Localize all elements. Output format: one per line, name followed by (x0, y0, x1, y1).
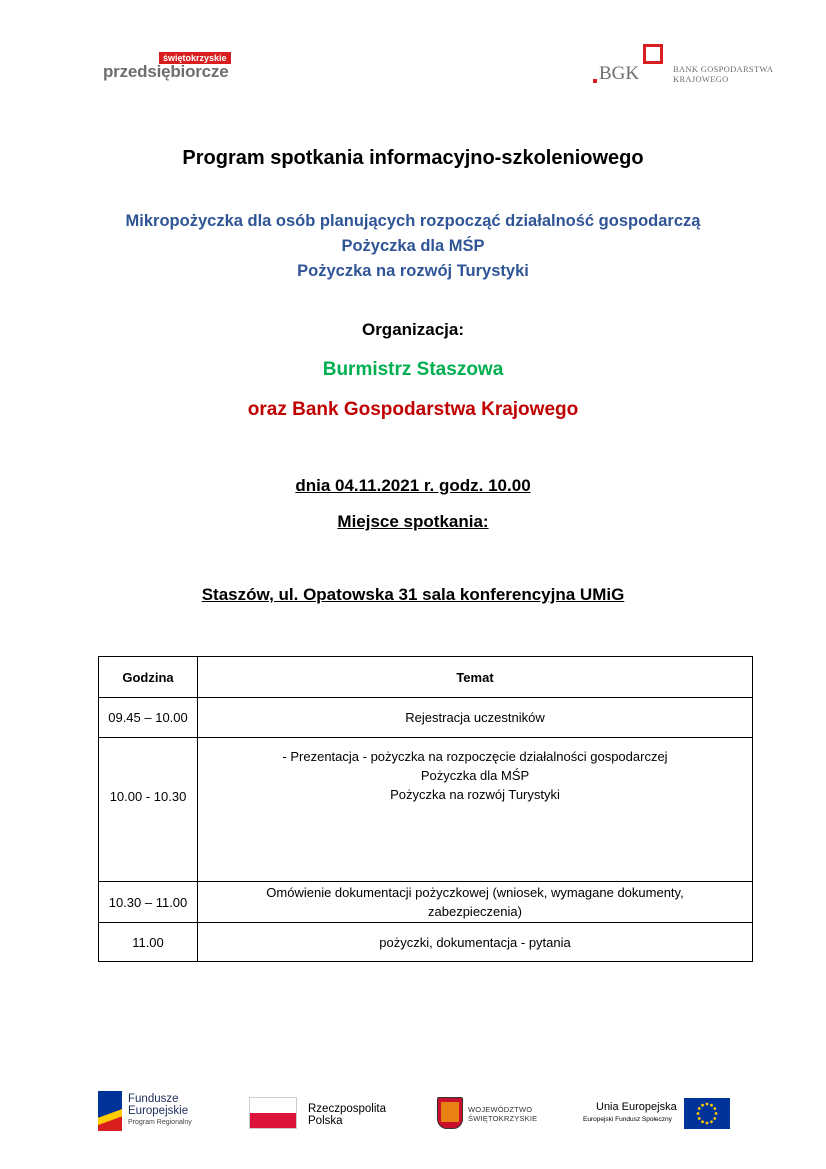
table-row (99, 882, 753, 923)
topic-line: Pożyczka na rozwój Turystyki (390, 787, 560, 802)
sw-line1: WOJEWÓDZTWO (468, 1105, 533, 1114)
polish-flag-icon (249, 1097, 297, 1129)
crest-icon (437, 1097, 463, 1129)
bgk-square-icon (643, 44, 663, 64)
eu-flag-icon (684, 1098, 730, 1129)
fe-line2: Europejskie (128, 1105, 189, 1117)
bgk-fullname (673, 64, 773, 84)
fe-line1: Fundusze (128, 1093, 179, 1105)
unia-europejska-logo (583, 1089, 733, 1135)
meeting-date: dnia 04.11.2021 r. godz. 10.00 (295, 476, 531, 495)
row-time: 10.30 – 11.00 (99, 882, 198, 923)
organization-label: Organizacja: (361, 320, 465, 339)
swietokrzyskie-logo (437, 1089, 537, 1135)
ue-title: Unia Europejska (596, 1101, 677, 1113)
topic-line: Pożyczka dla MŚP (420, 768, 530, 783)
organizer-bank: oraz Bank Gospodarstwa Krajowego (247, 399, 579, 420)
bgk-logo (593, 44, 793, 90)
header-time: Godzina (99, 657, 198, 698)
subtitle-microloan: Mikropożyczka dla osób planujących rozpocząć działalność gospodarczą (125, 212, 701, 230)
bgk-short: BGK (599, 63, 640, 84)
przedsiebiorcze-logo (103, 52, 243, 82)
topic-line: - Prezentacja - pożyczka na rozpoczęcie działalności gospodarczej (282, 749, 668, 764)
rp-line1: Rzeczpospolita (308, 1103, 386, 1115)
table-header-row (99, 657, 753, 698)
table-row (99, 738, 753, 882)
row-topic: Rejestracja uczestników (198, 698, 753, 738)
page-title: Program spotkania informacyjno-szkoleniowego (182, 147, 644, 169)
fe-star-icon (98, 1091, 122, 1131)
rp-line2: Polska (308, 1115, 343, 1127)
rzeczpospolita-logo (249, 1089, 394, 1135)
topic-line: Omówienie dokumentacji pożyczkowej (wniosek, wymagane dokumenty, (266, 885, 684, 900)
row-time: 09.45 – 10.00 (99, 698, 198, 738)
subtitle-msp: Pożyczka dla MŚP (341, 237, 485, 255)
bgk-fullname-line1: BANK GOSPODARSTWA (673, 64, 774, 74)
rp-text (308, 1103, 386, 1127)
table-row (99, 698, 753, 738)
organizer-mayor: Burmistrz Staszowa (322, 359, 504, 380)
subtitle-tourism: Pożyczka na rozwój Turystyki (297, 262, 529, 280)
schedule-table (98, 656, 753, 962)
bgk-fullname-line2: KRAJOWEGO (673, 74, 729, 84)
fe-program: Program Regionalny (128, 1119, 192, 1126)
fe-text (128, 1093, 188, 1117)
logo-left-word: przedsiębiorcze (103, 62, 229, 81)
logo-left-tag: świętokrzyskie (159, 52, 231, 64)
fundusze-europejskie-logo (98, 1089, 208, 1135)
row-topic (198, 738, 753, 882)
row-time: 11.00 (99, 923, 198, 962)
ue-fund: Europejski Fundusz Społeczny (583, 1116, 672, 1123)
topic-line: zabezpieczenia) (428, 904, 522, 919)
header-topic: Temat (198, 657, 753, 698)
table-row (99, 923, 753, 962)
row-topic: pożyczki, dokumentacja - pytania (198, 923, 753, 962)
sw-line2: ŚWIĘTOKRZYSKIE (468, 1114, 538, 1123)
place-label: Miejsce spotkania: (337, 512, 489, 531)
bgk-dot-icon (593, 79, 597, 83)
row-topic (198, 882, 753, 923)
sw-text (468, 1105, 537, 1123)
row-time: 10.00 - 10.30 (99, 738, 198, 882)
meeting-place: Staszów, ul. Opatowska 31 sala konferencyjna UMiG (201, 585, 625, 604)
